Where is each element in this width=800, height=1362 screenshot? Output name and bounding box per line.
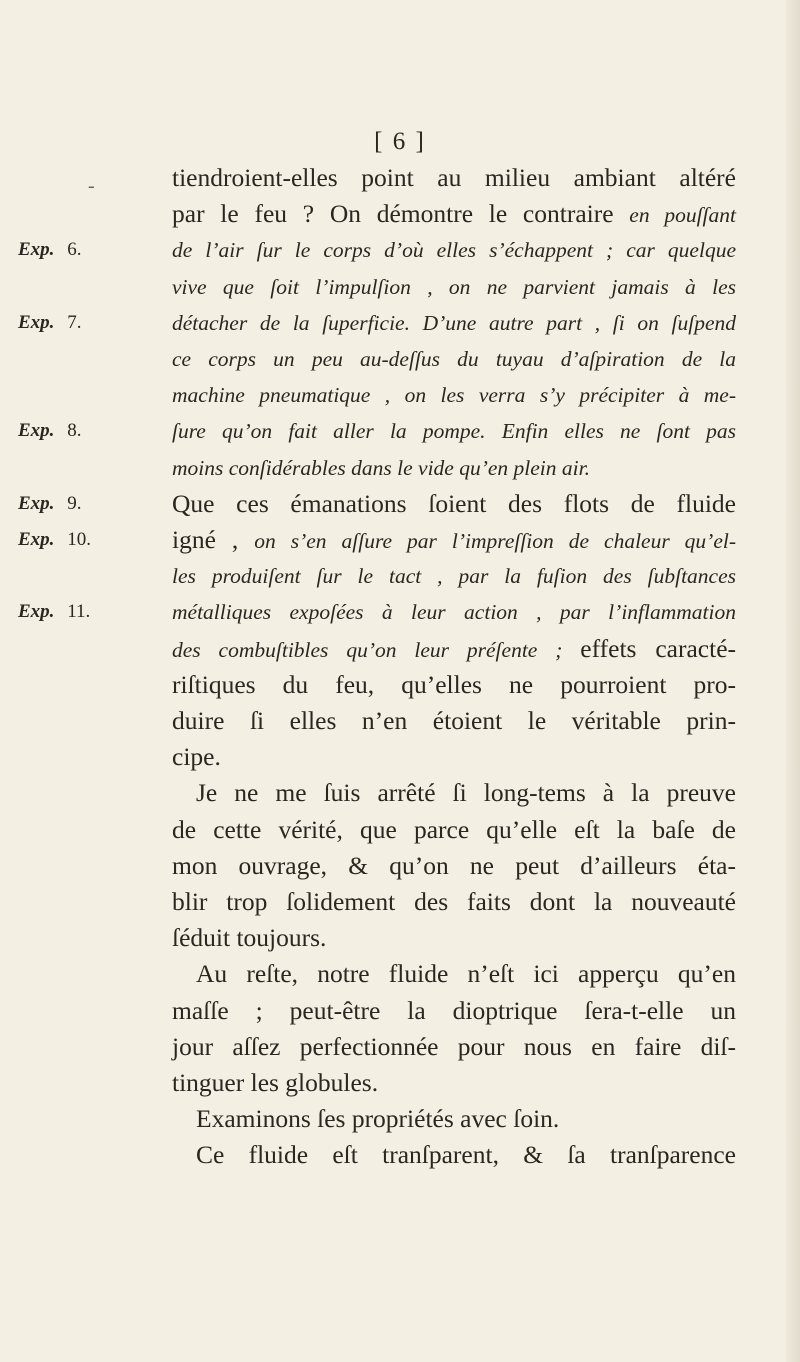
text-line (172, 884, 736, 920)
text-line (172, 631, 736, 668)
roman-text: tiendroient-elles point au milieu ambiant altéré (172, 163, 736, 192)
text-line (172, 196, 736, 233)
text-line (172, 522, 736, 559)
italic-text: des combuſtibles qu’on leur préſente ; (172, 637, 581, 662)
text-line (172, 1029, 736, 1065)
margin-note-label: Exp. (18, 311, 55, 333)
page-number: [ 6 ] (374, 128, 426, 155)
margin-note (18, 413, 158, 449)
margin-note-number: 9. (62, 492, 82, 514)
margin-dash: - (88, 175, 95, 197)
roman-text: Examinons ſes propriétés avec ſoin. (196, 1104, 560, 1134)
text-line (172, 413, 736, 449)
roman-text: maſſe ; peut-être la dioptrique ſera-t-elle un (172, 995, 736, 1025)
text-line (196, 956, 736, 992)
margin-note-number: 7. (62, 311, 82, 333)
margin-note-label: Exp. (18, 601, 55, 623)
text-line (172, 341, 736, 377)
margin-note-number: 6. (62, 239, 82, 261)
text-line (172, 558, 736, 594)
roman-text: par le feu ? On démontre le contraire (172, 199, 630, 229)
italic-text: ce corps un peu au-deſſus du tuyau d’aſpiration de la (172, 347, 736, 371)
text-line (172, 739, 736, 775)
italic-text: moins conſidérables dans le vide qu’en plein air. (172, 455, 590, 480)
text-line (172, 920, 736, 956)
roman-text: effets caracté- (580, 633, 736, 663)
roman-text: jour aſſez perfectionnée pour nous en faire diſ- (172, 1031, 736, 1061)
margin-note-label: Exp. (18, 420, 55, 442)
text-line (172, 1065, 736, 1101)
italic-text: ſure qu’on fait aller la pompe. Enfin elles ne ſont pas (172, 419, 736, 444)
margin-note (18, 305, 158, 341)
margin-note (18, 594, 158, 630)
italic-text: détacher de la ſuperficie. D’une autre part , ſi on ſuſpend (172, 310, 736, 335)
page-edge (786, 0, 800, 1362)
text-line (172, 377, 736, 413)
margin-note (18, 522, 158, 558)
text-line (172, 993, 736, 1029)
roman-text: cipe. (172, 742, 221, 772)
roman-text: tinguer les globules. (172, 1068, 379, 1097)
text-line (172, 594, 736, 630)
margin-note-number: 10. (62, 529, 91, 550)
text-line (172, 160, 736, 196)
text-line (172, 812, 736, 848)
italic-text: les produiſent ſur le tact , par la fuſion des ſubſtances (172, 564, 736, 589)
roman-text: Au reſte, notre fluide n’eſt ici apperçu qu’en (196, 959, 736, 989)
roman-text: riſtiques du feu, qu’elles ne pourroient pro- (172, 669, 736, 699)
text-line (172, 667, 736, 703)
text-line (172, 450, 736, 486)
roman-text: duire ſi elles n’en étoient le véritable prin- (172, 706, 736, 735)
roman-text: Ce fluide eſt tranſparent, & ſa tranſparence (196, 1140, 736, 1170)
text-line (172, 486, 736, 522)
text-line (196, 1101, 736, 1137)
roman-text: igné , (172, 525, 255, 554)
text-line (172, 703, 736, 739)
text-line (172, 232, 736, 268)
margin-note-label: Exp. (18, 492, 55, 514)
italic-text: en pouſſant (629, 203, 736, 228)
roman-text: ſéduit toujours. (172, 923, 327, 953)
text-line (196, 1137, 736, 1173)
margin-note (18, 486, 158, 522)
italic-text: machine pneumatique , on les verra s’y précipiter à me- (172, 383, 736, 408)
margin-note-number: 8. (62, 420, 82, 442)
italic-text: on s’en aſſure par l’impreſſion de chaleur qu’el- (254, 529, 737, 553)
text-line (172, 269, 736, 305)
roman-text: de cette vérité, que parce qu’elle eſt la baſe de (172, 814, 736, 844)
text-line (172, 848, 736, 884)
italic-text: de l’air ſur le corps d’où elles s’échappent ; car quelque (172, 238, 736, 263)
margin-note-label: Exp. (18, 239, 55, 261)
margin-note-label: Exp. (18, 529, 55, 550)
roman-text: blir trop ſolidement des faits dont la nouveauté (172, 887, 736, 916)
roman-text: Je ne me ſuis arrêté ſi long-tems à la preuve (196, 778, 736, 808)
text-line (196, 775, 736, 811)
margin-note (18, 232, 158, 268)
margin-note-number: 11. (62, 601, 91, 623)
italic-text: métalliques expoſées à leur action , par l’inflammation (172, 600, 736, 625)
italic-text: vive que ſoit l’impulſion , on ne parvient jamais à les (172, 274, 736, 299)
roman-text: mon ouvrage, & qu’on ne peut d’ailleurs éta- (172, 850, 736, 880)
roman-text: Que ces émanations ſoient des flots de fluide (172, 488, 736, 518)
text-line (172, 305, 736, 341)
